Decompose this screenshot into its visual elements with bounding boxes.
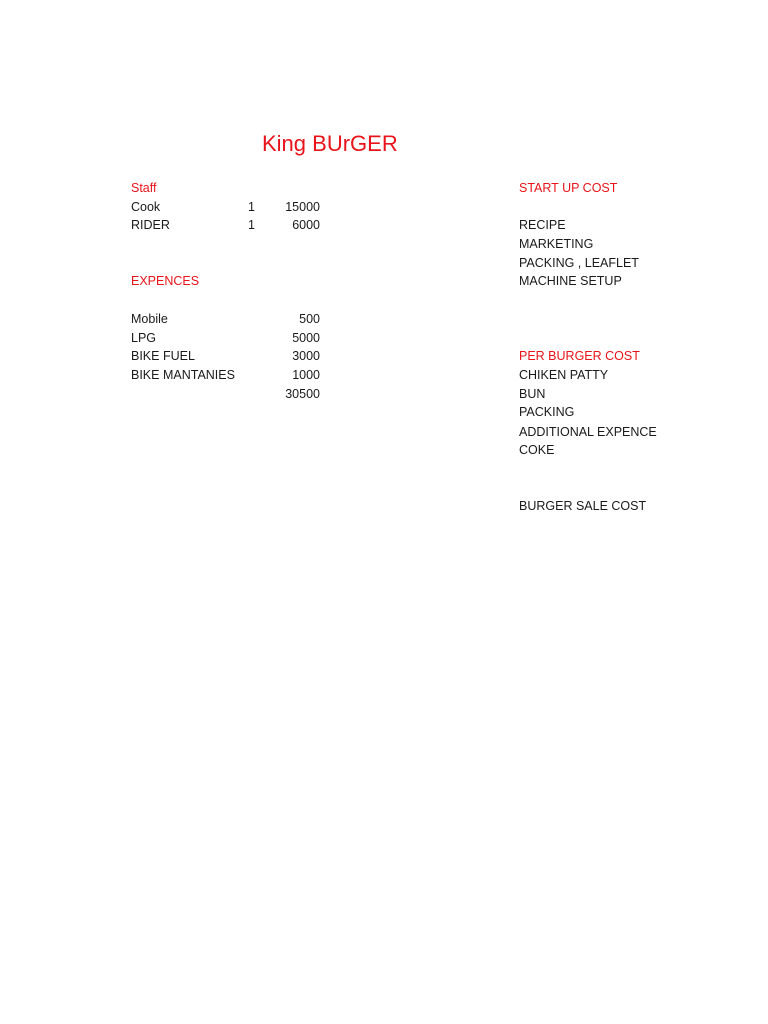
per-burger-header: PER BURGER COST bbox=[519, 349, 640, 363]
startup-item-marketing: MARKETING bbox=[519, 237, 594, 251]
staff-amount-cook: 15000 bbox=[285, 200, 320, 214]
expences-header: EXPENCES bbox=[131, 274, 200, 288]
startup-item-machine-setup: MACHINE SETUP bbox=[519, 274, 622, 288]
expence-name-bike-fuel: BIKE FUEL bbox=[131, 349, 195, 363]
per-burger-item-additional-expence: ADDITIONAL EXPENCE bbox=[519, 425, 657, 439]
expence-name-bike-mantanies: BIKE MANTANIES bbox=[131, 368, 235, 382]
expence-amount-bike-mantanies: 1000 bbox=[292, 368, 320, 382]
expence-amount-bike-fuel: 3000 bbox=[292, 349, 320, 363]
startup-header: START UP COST bbox=[519, 181, 618, 195]
expences-total: 30500 bbox=[285, 387, 320, 401]
staff-amount-rider: 6000 bbox=[292, 218, 320, 232]
per-burger-item-packing: PACKING bbox=[519, 405, 575, 419]
staff-header: Staff bbox=[131, 181, 157, 195]
staff-name-rider: RIDER bbox=[131, 218, 170, 232]
staff-qty-cook: 1 bbox=[248, 200, 255, 214]
staff-qty-rider: 1 bbox=[248, 218, 255, 232]
per-burger-item-bun: BUN bbox=[519, 387, 546, 401]
staff-name-cook: Cook bbox=[131, 200, 161, 214]
per-burger-item-coke: COKE bbox=[519, 443, 555, 457]
expence-amount-mobile: 500 bbox=[299, 312, 320, 326]
per-burger-item-chiken-patty: CHIKEN PATTY bbox=[519, 368, 609, 382]
expence-name-mobile: Mobile bbox=[131, 312, 168, 326]
expence-name-lpg: LPG bbox=[131, 331, 157, 345]
burger-sale-cost-label: BURGER SALE COST bbox=[519, 499, 647, 513]
expence-amount-lpg: 5000 bbox=[292, 331, 320, 345]
page-title: King BUrGER bbox=[262, 131, 398, 156]
startup-item-recipe: RECIPE bbox=[519, 218, 566, 232]
startup-item-packing-leaflet: PACKING , LEAFLET bbox=[519, 256, 639, 270]
